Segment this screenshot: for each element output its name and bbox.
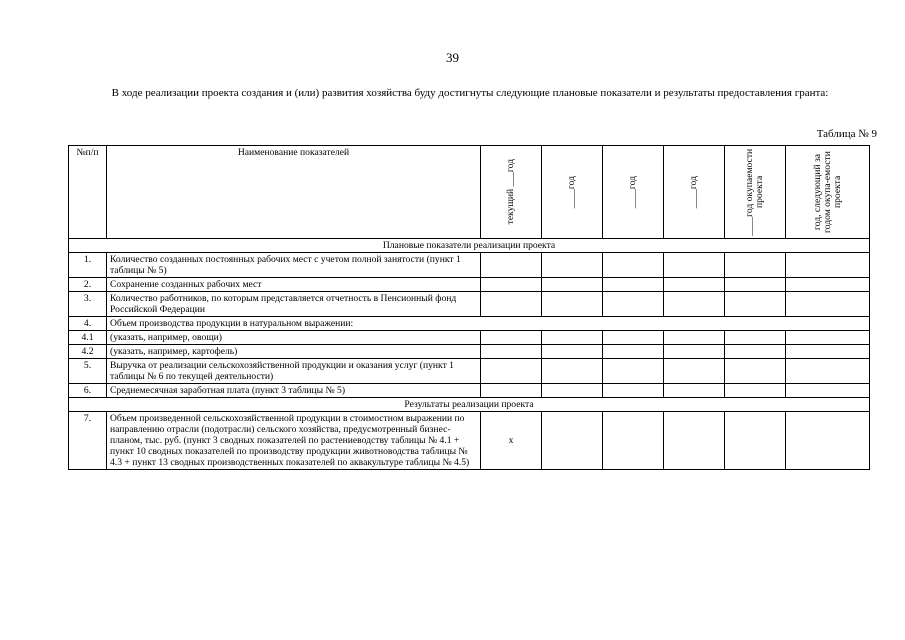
header-year-4: [664, 146, 725, 239]
value-cell[interactable]: [725, 278, 786, 292]
value-cell[interactable]: [786, 412, 870, 470]
header-post-payback-year: [786, 146, 870, 239]
row-num: 1.: [69, 253, 107, 278]
value-cell[interactable]: [664, 331, 725, 345]
value-cell[interactable]: [786, 253, 870, 278]
value-cell[interactable]: [664, 384, 725, 398]
table-header-row: [69, 146, 870, 239]
header-year-3-label: ____год: [627, 175, 638, 209]
row-name: Объем производства продукции в натуральном выражении:: [107, 317, 870, 331]
value-cell[interactable]: [603, 345, 664, 359]
table-row: [69, 331, 870, 345]
header-year-2-label: ____год: [566, 175, 577, 209]
value-cell[interactable]: [603, 292, 664, 317]
header-year-1-label: текущий ___год: [505, 159, 516, 225]
value-cell[interactable]: [603, 278, 664, 292]
value-cell[interactable]: [786, 359, 870, 384]
section-title: Результаты реализации проекта: [69, 398, 870, 412]
row-name: Количество созданных постоянных рабочих мест с учетом полной занятости (пункт 1 таблицы № 5): [107, 253, 481, 278]
table-row: [69, 278, 870, 292]
row-num: 4.: [69, 317, 107, 331]
section-row-results: [69, 398, 870, 412]
row-num: 4.2: [69, 345, 107, 359]
value-cell[interactable]: [481, 292, 542, 317]
value-cell[interactable]: [481, 345, 542, 359]
page-number: 39: [446, 50, 459, 65]
header-name: Наименование показателей: [107, 146, 481, 239]
value-cell[interactable]: [542, 412, 603, 470]
value-cell[interactable]: [664, 278, 725, 292]
value-cell[interactable]: [542, 384, 603, 398]
row-name: (указать, например, картофель): [107, 345, 481, 359]
table-row: [69, 384, 870, 398]
section-row-plan: [69, 239, 870, 253]
header-year-2: [542, 146, 603, 239]
header-payback-year-label: ____год окупаемости проекта: [744, 148, 765, 236]
value-cell[interactable]: [725, 292, 786, 317]
value-cell[interactable]: [481, 384, 542, 398]
value-cell[interactable]: [664, 253, 725, 278]
table-row: [69, 412, 870, 470]
row-name: Сохранение созданных рабочих мест: [107, 278, 481, 292]
value-cell[interactable]: [786, 345, 870, 359]
row-name: Объем произведенной сельскохозяйственной продукции в стоимостном выражении по направлению отрасли (подотрасли) сельского хозяйства, предусмотренный бизнес-планом, тыс. руб. (пункт 3 сводных показателей по растениеводству таблицы № 4.1 + пункт 10 сводных показателей по производству продукции животноводства таблицы № 4.3 + пункт 13 сводных производственных показателей по аквакультуре таблицы № 4.5): [107, 412, 481, 470]
value-cell[interactable]: [786, 292, 870, 317]
value-cell[interactable]: [542, 253, 603, 278]
table-caption: Таблица № 9: [816, 128, 877, 140]
row-name: (указать, например, овощи): [107, 331, 481, 345]
header-post-payback-year-label: год, следующий за годом окупа-емости проекта: [811, 151, 843, 233]
value-cell[interactable]: [786, 278, 870, 292]
table-row: [69, 345, 870, 359]
row-num: 4.1: [69, 331, 107, 345]
value-cell: х: [481, 412, 542, 470]
value-cell[interactable]: [603, 253, 664, 278]
header-year-4-label: ____год: [688, 175, 699, 209]
intro-paragraph: В ходе реализации проекта создания и (или) развития хозяйства буду достигнуты следующие плановые показатели и результаты предоставления гранта:: [111, 87, 829, 99]
value-cell[interactable]: [481, 253, 542, 278]
indicators-table: [68, 145, 870, 470]
value-cell[interactable]: [725, 412, 786, 470]
value-cell[interactable]: [725, 345, 786, 359]
value-cell[interactable]: [542, 345, 603, 359]
value-cell[interactable]: [786, 384, 870, 398]
section-title: Плановые показатели реализации проекта: [69, 239, 870, 253]
header-year-3: [603, 146, 664, 239]
value-cell[interactable]: [664, 292, 725, 317]
value-cell[interactable]: [603, 412, 664, 470]
header-year-1: [481, 146, 542, 239]
row-num: 7.: [69, 412, 107, 470]
value-cell[interactable]: [664, 412, 725, 470]
table-row: [69, 317, 870, 331]
value-cell[interactable]: [542, 278, 603, 292]
value-cell[interactable]: [481, 359, 542, 384]
value-cell[interactable]: [664, 359, 725, 384]
value-cell[interactable]: [542, 292, 603, 317]
value-cell[interactable]: [725, 384, 786, 398]
row-name: Выручка от реализации сельскохозяйственной продукции и оказания услуг (пункт 1 таблицы № 6 по текущей деятельности): [107, 359, 481, 384]
value-cell[interactable]: [725, 331, 786, 345]
table-row: [69, 253, 870, 278]
row-name: Среднемесячная заработная плата (пункт 3 таблицы № 5): [107, 384, 481, 398]
value-cell[interactable]: [542, 331, 603, 345]
value-cell[interactable]: [664, 345, 725, 359]
value-cell[interactable]: [603, 359, 664, 384]
value-cell[interactable]: [481, 331, 542, 345]
table-row: [69, 359, 870, 384]
table-row: [69, 292, 870, 317]
value-cell[interactable]: [725, 359, 786, 384]
header-num: №п/п: [69, 146, 107, 239]
row-num: 3.: [69, 292, 107, 317]
row-num: 6.: [69, 384, 107, 398]
value-cell[interactable]: [603, 331, 664, 345]
value-cell[interactable]: [481, 278, 542, 292]
value-cell[interactable]: [725, 253, 786, 278]
value-cell[interactable]: [786, 331, 870, 345]
value-cell[interactable]: [603, 384, 664, 398]
row-name: Количество работников, по которым представляется отчетность в Пенсионный фонд Российской Федерации: [107, 292, 481, 317]
row-num: 5.: [69, 359, 107, 384]
value-cell[interactable]: [542, 359, 603, 384]
row-num: 2.: [69, 278, 107, 292]
header-payback-year: [725, 146, 786, 239]
